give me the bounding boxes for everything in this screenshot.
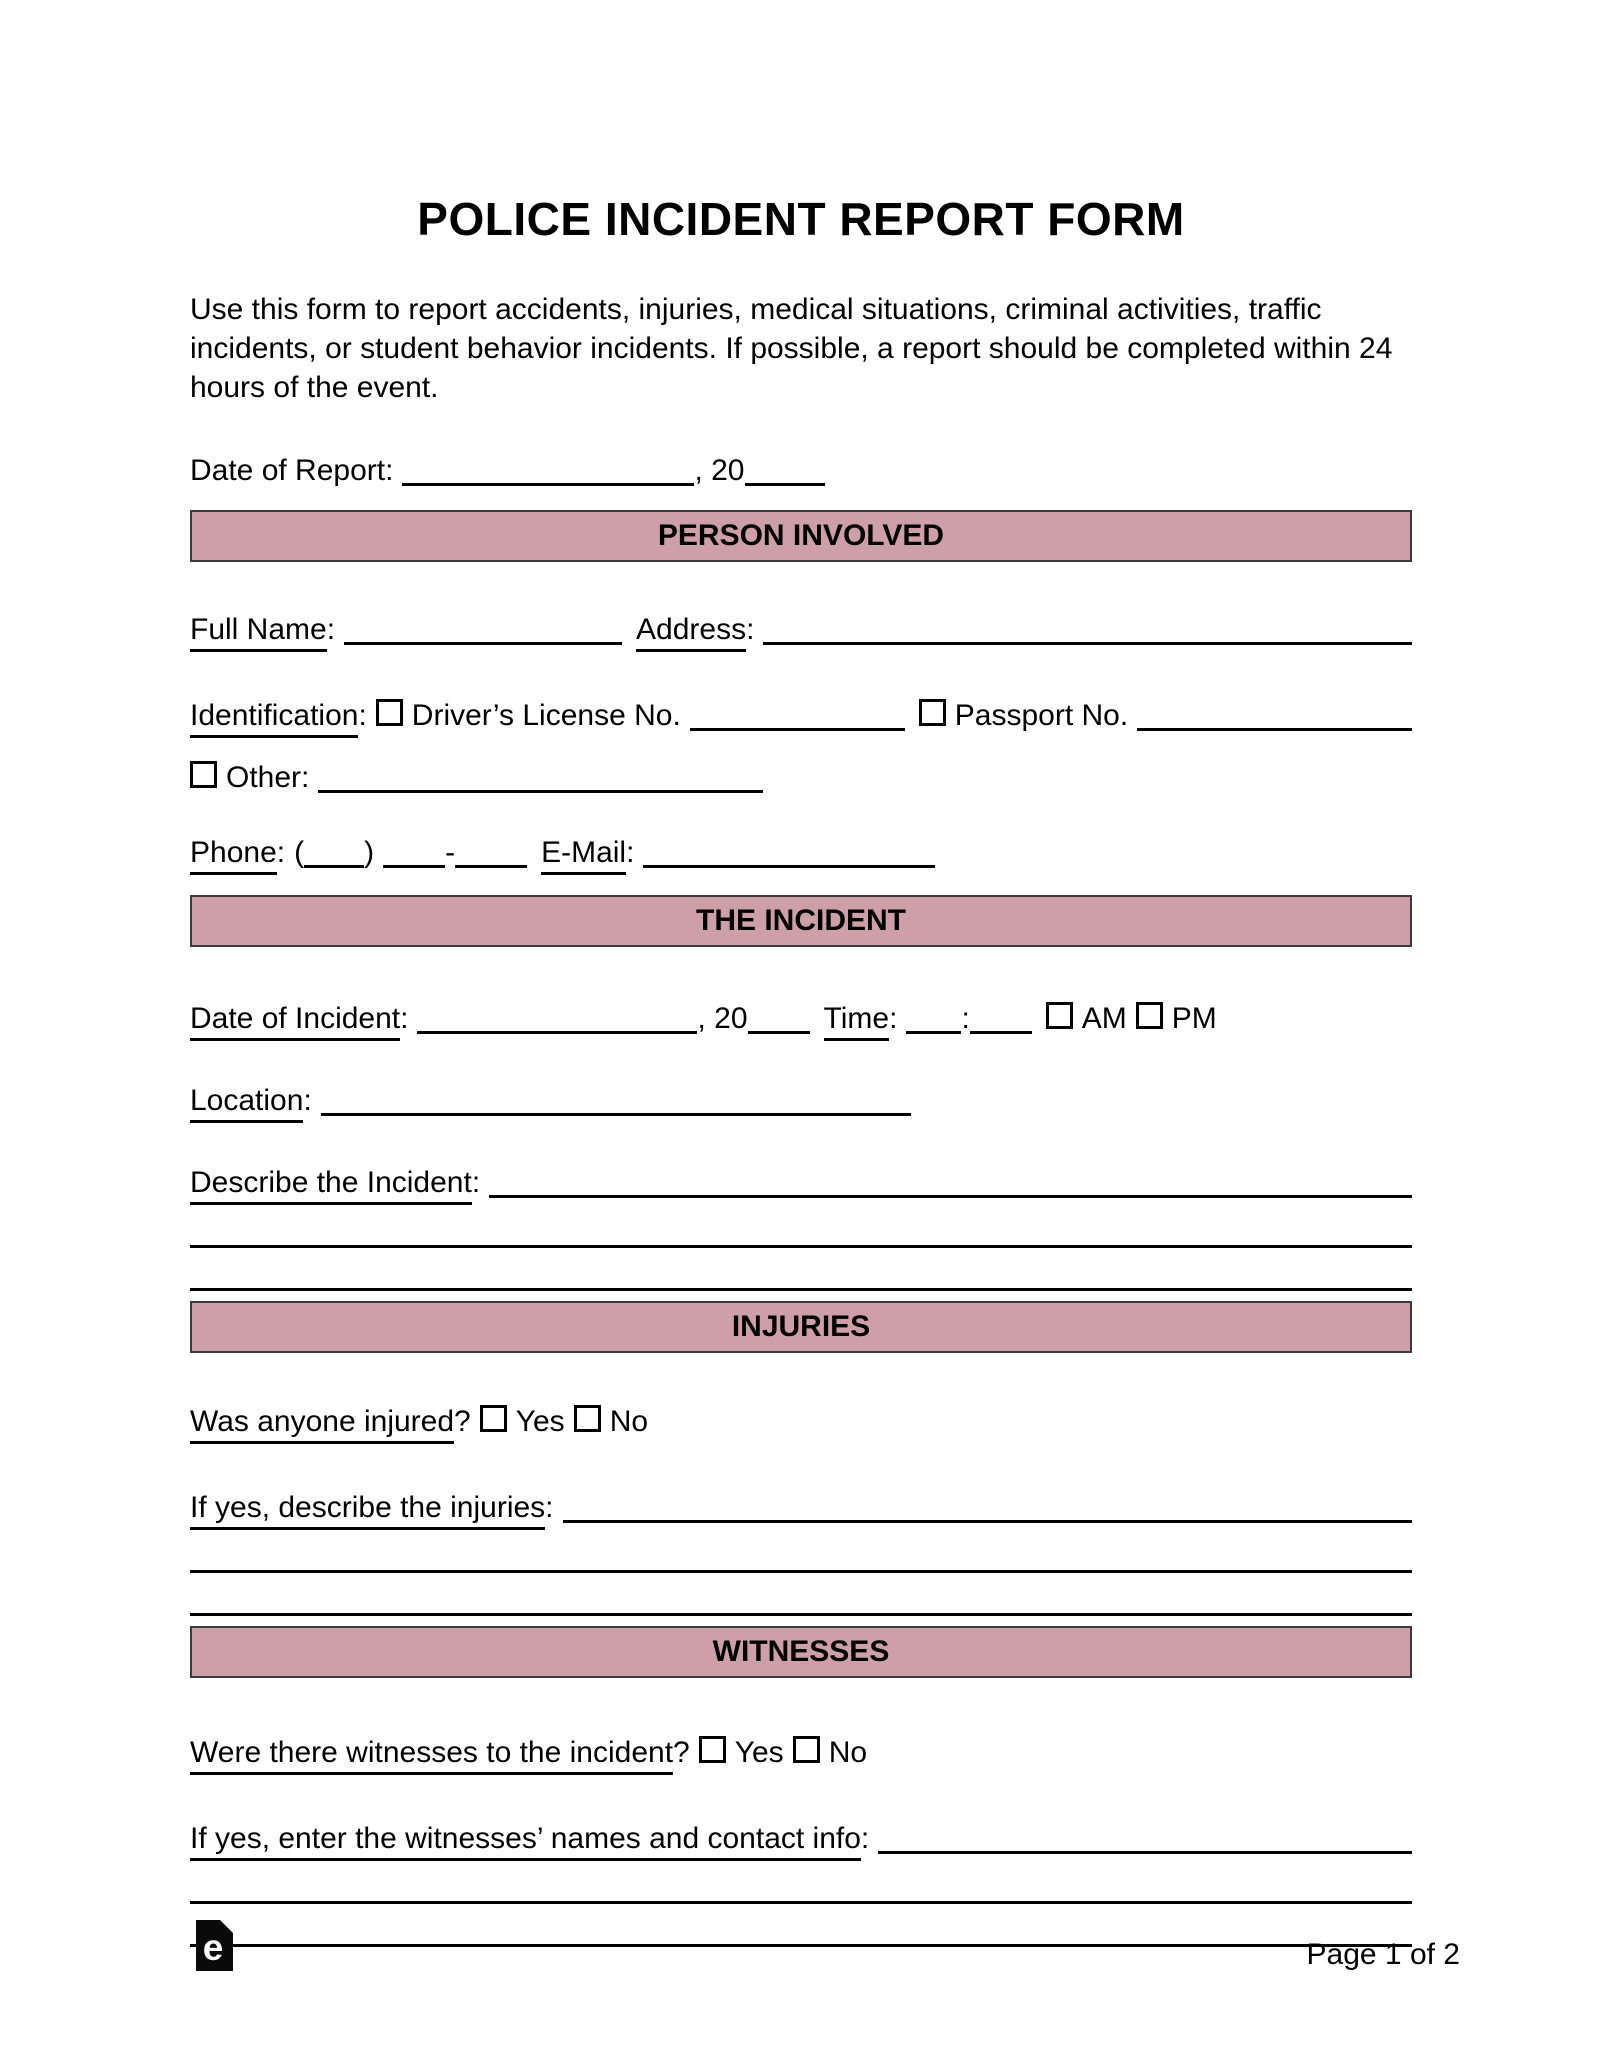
paren-close: ) [364, 836, 375, 869]
address-label: Address [636, 611, 746, 652]
witnesses-yes-label: Yes [734, 1736, 784, 1769]
label-colon: : [746, 613, 755, 646]
identification-other-row [190, 754, 1412, 797]
label-colon: : [358, 699, 367, 732]
question-mark: ? [454, 1405, 471, 1438]
passport-no-input-line[interactable] [1137, 698, 1412, 731]
other-checkbox[interactable] [190, 761, 217, 788]
form-content [190, 0, 1412, 1947]
drivers-license-no-input-line[interactable] [690, 698, 905, 731]
time-minute-input-line[interactable] [970, 1001, 1032, 1034]
injured-yes-checkbox[interactable] [480, 1405, 507, 1432]
describe-incident-row [190, 1159, 1412, 1205]
eforms-logo [196, 1920, 233, 1971]
section-title: THE INCIDENT [696, 904, 906, 937]
label-colon: : [626, 836, 635, 869]
address-input-line[interactable] [763, 612, 1412, 645]
section-title: WITNESSES [712, 1635, 890, 1668]
other-label: Other [226, 761, 302, 794]
location-row [190, 1077, 1412, 1123]
email-input-line[interactable] [643, 835, 935, 868]
identification-label: Identification [190, 697, 358, 738]
date-of-report-label: Date of Report [190, 454, 386, 487]
time-label: Time [824, 1000, 890, 1041]
injuries-description-line-3[interactable] [190, 1573, 1412, 1616]
phone-prefix-input-line[interactable] [383, 835, 445, 868]
page-indicator: Page 1 of 2 [1306, 1938, 1460, 1971]
report-year-input-line[interactable] [745, 453, 825, 486]
page-title: POLICE INCIDENT REPORT FORM [417, 193, 1185, 245]
label-colon: : [860, 1822, 870, 1855]
incident-description-line-3[interactable] [190, 1248, 1412, 1291]
section-title: PERSON INVOLVED [657, 519, 945, 552]
other-input-line[interactable] [318, 760, 763, 793]
drivers-license-checkbox[interactable] [376, 699, 403, 726]
question-mark: ? [673, 1736, 690, 1769]
pm-label: PM [1171, 1002, 1217, 1035]
full-name-label: Full Name [190, 611, 327, 652]
phone-email-row [190, 829, 1412, 875]
location-label: Location [190, 1082, 303, 1123]
year-prefix: , 20 [694, 454, 745, 487]
witness-info-line-2[interactable] [190, 1861, 1412, 1904]
drivers-license-label: Driver’s License No. [411, 699, 681, 732]
label-colon: : [545, 1491, 554, 1524]
describe-injuries-label: If yes, describe the injuries [190, 1489, 545, 1530]
were-there-witnesses-row [190, 1734, 1412, 1775]
injuries-description-input-line[interactable] [563, 1490, 1412, 1523]
injured-no-label: No [609, 1405, 649, 1438]
label-colon: : [400, 1002, 409, 1035]
passport-label: Passport No. [954, 699, 1129, 732]
phone-line-input-line[interactable] [455, 835, 527, 868]
witness-info-line-3[interactable] [190, 1904, 1412, 1947]
section-header-person-involved [190, 510, 1412, 562]
witness-info-input-line[interactable] [878, 1821, 1412, 1854]
full-name-address-row [190, 606, 1412, 652]
section-header-injuries [190, 1301, 1412, 1353]
identification-row [190, 692, 1412, 738]
witness-info-row [190, 1815, 1412, 1861]
describe-incident-label: Describe the Incident [190, 1164, 472, 1205]
section-header-witnesses [190, 1626, 1412, 1678]
incident-description-line-2[interactable] [190, 1205, 1412, 1248]
date-of-report-row [190, 447, 1412, 490]
dash: - [445, 836, 456, 869]
were-there-witnesses-label: Were there witnesses to the incident [190, 1734, 673, 1775]
describe-injuries-row [190, 1484, 1412, 1530]
label-colon: : [471, 1166, 481, 1199]
year-prefix: , 20 [697, 1002, 748, 1035]
witness-info-label: If yes, enter the witnesses’ names and contact info [190, 1820, 861, 1861]
label-colon: : [276, 836, 286, 869]
label-colon: : [385, 454, 394, 487]
eforms-logo-letter: e [202, 1927, 224, 1968]
time-hour-input-line[interactable] [906, 1001, 961, 1034]
label-colon: : [889, 1002, 898, 1035]
am-checkbox[interactable] [1046, 1002, 1073, 1029]
pm-checkbox[interactable] [1136, 1002, 1163, 1029]
phone-area-input-line[interactable] [304, 835, 364, 868]
phone-label: Phone [190, 834, 277, 875]
injured-no-checkbox[interactable] [574, 1405, 601, 1432]
injuries-description-line-2[interactable] [190, 1530, 1412, 1573]
full-name-input-line[interactable] [344, 612, 622, 645]
injured-yes-label: Yes [515, 1405, 565, 1438]
passport-checkbox[interactable] [919, 699, 946, 726]
incident-date-label: Date of Incident [190, 1000, 400, 1041]
label-colon: : [326, 613, 336, 646]
date-of-report-input-line[interactable] [402, 453, 694, 486]
form-instructions: Use this form to report accidents, injuries, medical situations, criminal activities, traffic incidents, or student behavior incidents. If possible, a report should be completed within 24 hours of the event. [190, 293, 1393, 404]
incident-date-input-line[interactable] [417, 1001, 697, 1034]
paren-open: ( [294, 836, 305, 869]
incident-description-input-line[interactable] [489, 1165, 1412, 1198]
location-input-line[interactable] [321, 1083, 911, 1116]
anyone-injured-row [190, 1403, 1412, 1444]
label-colon: : [303, 1084, 312, 1117]
section-title: INJURIES [731, 1310, 871, 1343]
incident-date-time-row [190, 995, 1412, 1041]
label-colon: : [301, 761, 310, 794]
anyone-injured-label: Was anyone injured [190, 1403, 454, 1444]
email-label: E-Mail [541, 834, 626, 875]
witnesses-no-checkbox[interactable] [793, 1736, 820, 1763]
section-header-the-incident [190, 895, 1412, 947]
incident-year-input-line[interactable] [748, 1001, 810, 1034]
time-separator: : [961, 1002, 970, 1035]
witnesses-yes-checkbox[interactable] [699, 1736, 726, 1763]
am-label: AM [1081, 1002, 1127, 1035]
witnesses-no-label: No [828, 1736, 868, 1769]
